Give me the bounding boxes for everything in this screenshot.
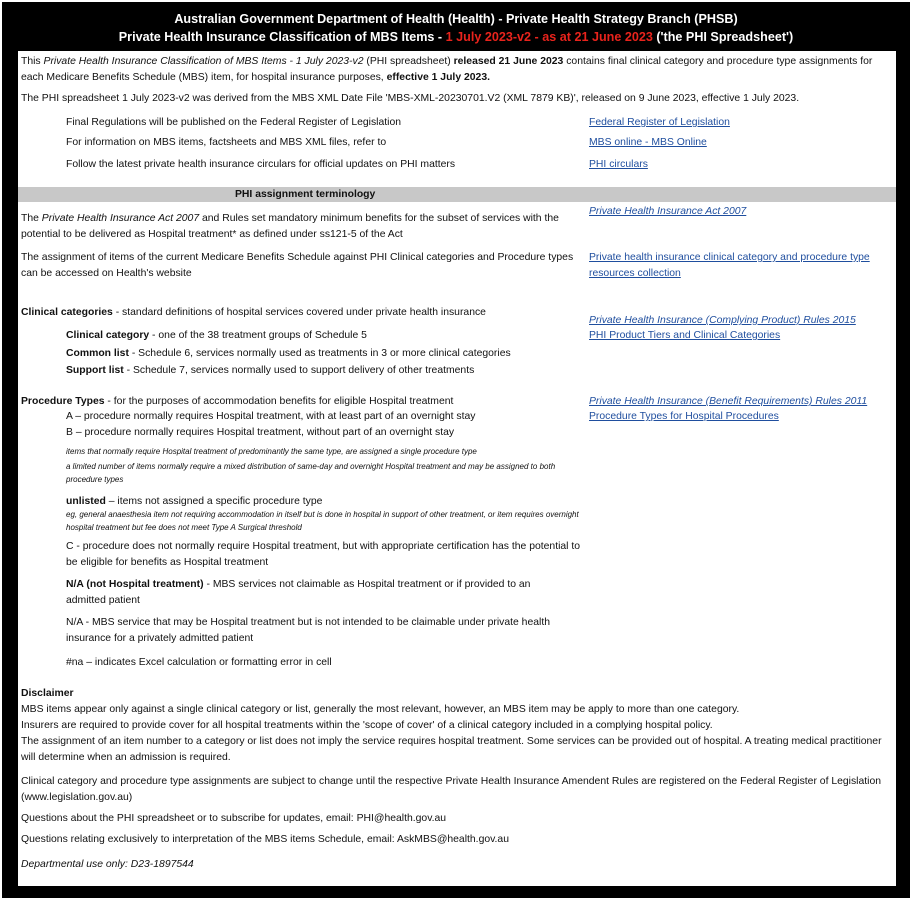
ref-text-mbs: For information on MBS items, factsheets and MBS XML files, refer to: [66, 137, 387, 148]
clinical-item-desc: - Schedule 7, services normally used to support delivery of other treatments: [123, 365, 475, 376]
procedure-type-c: C - procedure does not normally require Hospital treatment, but with appropriate certification has the potential to be eligible for benefits as Hospital treatment: [66, 541, 581, 568]
procedure-note-mixed: a limited number of items normally require a mixed distribution of same-day and overnight Hospital treatment and may be assigned to both procedure types: [66, 462, 556, 484]
link-complying-product-rules[interactable]: Private Health Insurance (Complying Product) Rules 2015: [589, 315, 856, 326]
disclaimer-line: Insurers are required to provide cover for all hospital treatments within the 'scope of cover' of a clinical category included in a complying hospital policy.: [21, 720, 713, 731]
act-paragraph: [21, 211, 588, 243]
disclaimer-title: Disclaimer: [21, 688, 74, 699]
terminology-title: PHI assignment terminology: [235, 189, 376, 200]
act-title: Private Health Insurance Act 2007: [41, 213, 200, 224]
intro-effective-date: effective 1 July 2023.: [386, 72, 490, 83]
header-line-2: [2, 28, 910, 46]
clinical-item: [66, 328, 367, 343]
link-mbs-online[interactable]: MBS online - MBS Online: [589, 137, 707, 148]
clinical-heading-text: - standard definitions of hospital services covered under private health insurance: [112, 307, 486, 318]
intro-release-date: released 21 June 2023: [453, 56, 564, 67]
clinical-item-desc: - Schedule 6, services normally used as treatments in 3 or more clinical categories: [128, 348, 511, 359]
header-line-2-suffix: ('the PHI Spreadsheet'): [652, 30, 794, 44]
procedure-note-single: items that normally require Hospital treatment of predominantly the same type, are assigned a single procedure type: [66, 447, 477, 456]
ref-text-register: Final Regulations will be published on the Federal Register of Legislation: [66, 117, 402, 128]
procedure-hash-na: #na – indicates Excel calculation or formatting error in cell: [66, 657, 332, 668]
disclaimer-contact-mbs: Questions relating exclusively to interpretation of the MBS items Schedule, email: AskMBS@health.gov.au: [21, 834, 509, 845]
link-procedure-types[interactable]: Procedure Types for Hospital Procedures: [589, 411, 779, 422]
document-header: [2, 10, 910, 46]
disclaimer-contact-phi: Questions about the PHI spreadsheet or to subscribe for updates, email: PHI@health.gov.au: [21, 813, 447, 824]
procedure-heading: [21, 394, 453, 409]
intro-title: Private Health Insurance Classification of MBS Items - 1 July 2023-v2: [43, 56, 364, 67]
procedure-note-unlisted: eg, general anaesthesia item not requiring accommodation in itself but is done in hospital in support of other treatment, or item requires overnight hospital treatment but fee does not meet Type A Surgical threshold: [66, 510, 579, 532]
link-product-tiers[interactable]: PHI Product Tiers and Clinical Categories: [589, 330, 781, 341]
intro-text: (PHI spreadsheet): [363, 56, 454, 67]
intro-text: This: [21, 56, 44, 67]
procedure-heading-label: Procedure Types: [21, 396, 105, 407]
clinical-item: [66, 346, 511, 361]
terminology-band: [18, 187, 896, 202]
act-text: and Rules set mandatory minimum benefits for the subset of services with the potential to be delivered as Hospital treatment* as defined under ss121-5 of the Act: [21, 213, 559, 240]
procedure-heading-text: - for the purposes of accommodation benefits for eligible Hospital treatment: [104, 396, 454, 407]
intro-paragraph-1: [21, 54, 893, 86]
assignment-paragraph: The assignment of items of the current Medicare Benefits Schedule against PHI Clinical categories and Procedure types can be accessed on Health's website: [21, 252, 574, 279]
clinical-item-label: Common list: [66, 348, 129, 359]
link-benefit-requirements-rules[interactable]: Private Health Insurance (Benefit Requirements) Rules 2011: [589, 396, 868, 407]
procedure-na: N/A - MBS service that may be Hospital treatment but is not intended to be claimable under private health insurance for a privately admitted patient: [66, 617, 550, 644]
disclaimer-line: The assignment of an item number to a category or list does not imply the service requires hospital treatment. Some services can be provided out of hospital. A treating medical practitioner will determine when an admission is required.: [21, 736, 882, 763]
link-federal-register[interactable]: Federal Register of Legislation: [589, 117, 730, 128]
procedure-na-label: N/A (not Hospital treatment): [66, 579, 204, 590]
disclaimer-line: MBS items appear only against a single clinical category or list, generally the most relevant, however, an MBS item may be apply to more than one category.: [21, 704, 740, 715]
clinical-heading-label: Clinical categories: [21, 307, 113, 318]
document-sheet: [18, 51, 896, 886]
clinical-item: [66, 363, 474, 378]
procedure-type-a: A – procedure normally requires Hospital treatment, with at least part of an overnight stay: [66, 411, 476, 422]
clinical-item-desc: - one of the 38 treatment groups of Schedule 5: [149, 330, 367, 341]
procedure-type-b: B – procedure normally requires Hospital treatment, without part of an overnight stay: [66, 427, 455, 438]
link-phi-act[interactable]: Private Health Insurance Act 2007: [589, 206, 747, 217]
header-line-1: Australian Government Department of Health (Health) - Private Health Strategy Branch (PHSB): [174, 12, 738, 26]
procedure-unlisted: [66, 494, 322, 509]
procedure-na-not-hospital: [66, 577, 566, 609]
clinical-item-label: Support list: [66, 365, 124, 376]
intro-text: contains final clinical category and procedure type assignments for each Medicare Benefits Schedule (MBS) item, for hospital insurance purposes,: [21, 56, 873, 83]
clinical-item-label: Clinical category: [66, 330, 150, 341]
intro-paragraph-2: The PHI spreadsheet 1 July 2023-v2 was derived from the MBS XML Date File 'MBS-XML-20230701.V2 (XML 7879 KB)', released on 9 June 2023, effective 1 July 2023.: [21, 93, 800, 104]
header-date: 1 July 2023-v2 - as at 21 June 2023: [445, 30, 653, 44]
disclaimer-line: Clinical category and procedure type assignments are subject to change until the respective Private Health Insurance Amendent Rules are registered on the Federal Register of Legislation (www.legislation.gov.au): [21, 776, 882, 803]
header-line-2-prefix: Private Health Insurance Classification of MBS Items -: [118, 30, 446, 44]
link-phi-circulars[interactable]: PHI circulars: [589, 159, 648, 170]
act-text: The: [21, 213, 42, 224]
ref-text-circulars: Follow the latest private health insurance circulars for official updates on PHI matters: [66, 159, 456, 170]
departmental-reference: Departmental use only: D23-1897544: [21, 859, 194, 870]
clinical-heading: [21, 305, 486, 320]
procedure-unlisted-text: – items not assigned a specific procedure type: [105, 496, 323, 507]
procedure-unlisted-label: unlisted: [66, 496, 106, 507]
link-resources-collection[interactable]: Private health insurance clinical category and procedure type resources collection: [589, 252, 870, 279]
procedure-na-text: - MBS services not claimable as Hospital treatment or if provided to an admitted patient: [66, 579, 531, 606]
document-frame: [2, 2, 910, 898]
